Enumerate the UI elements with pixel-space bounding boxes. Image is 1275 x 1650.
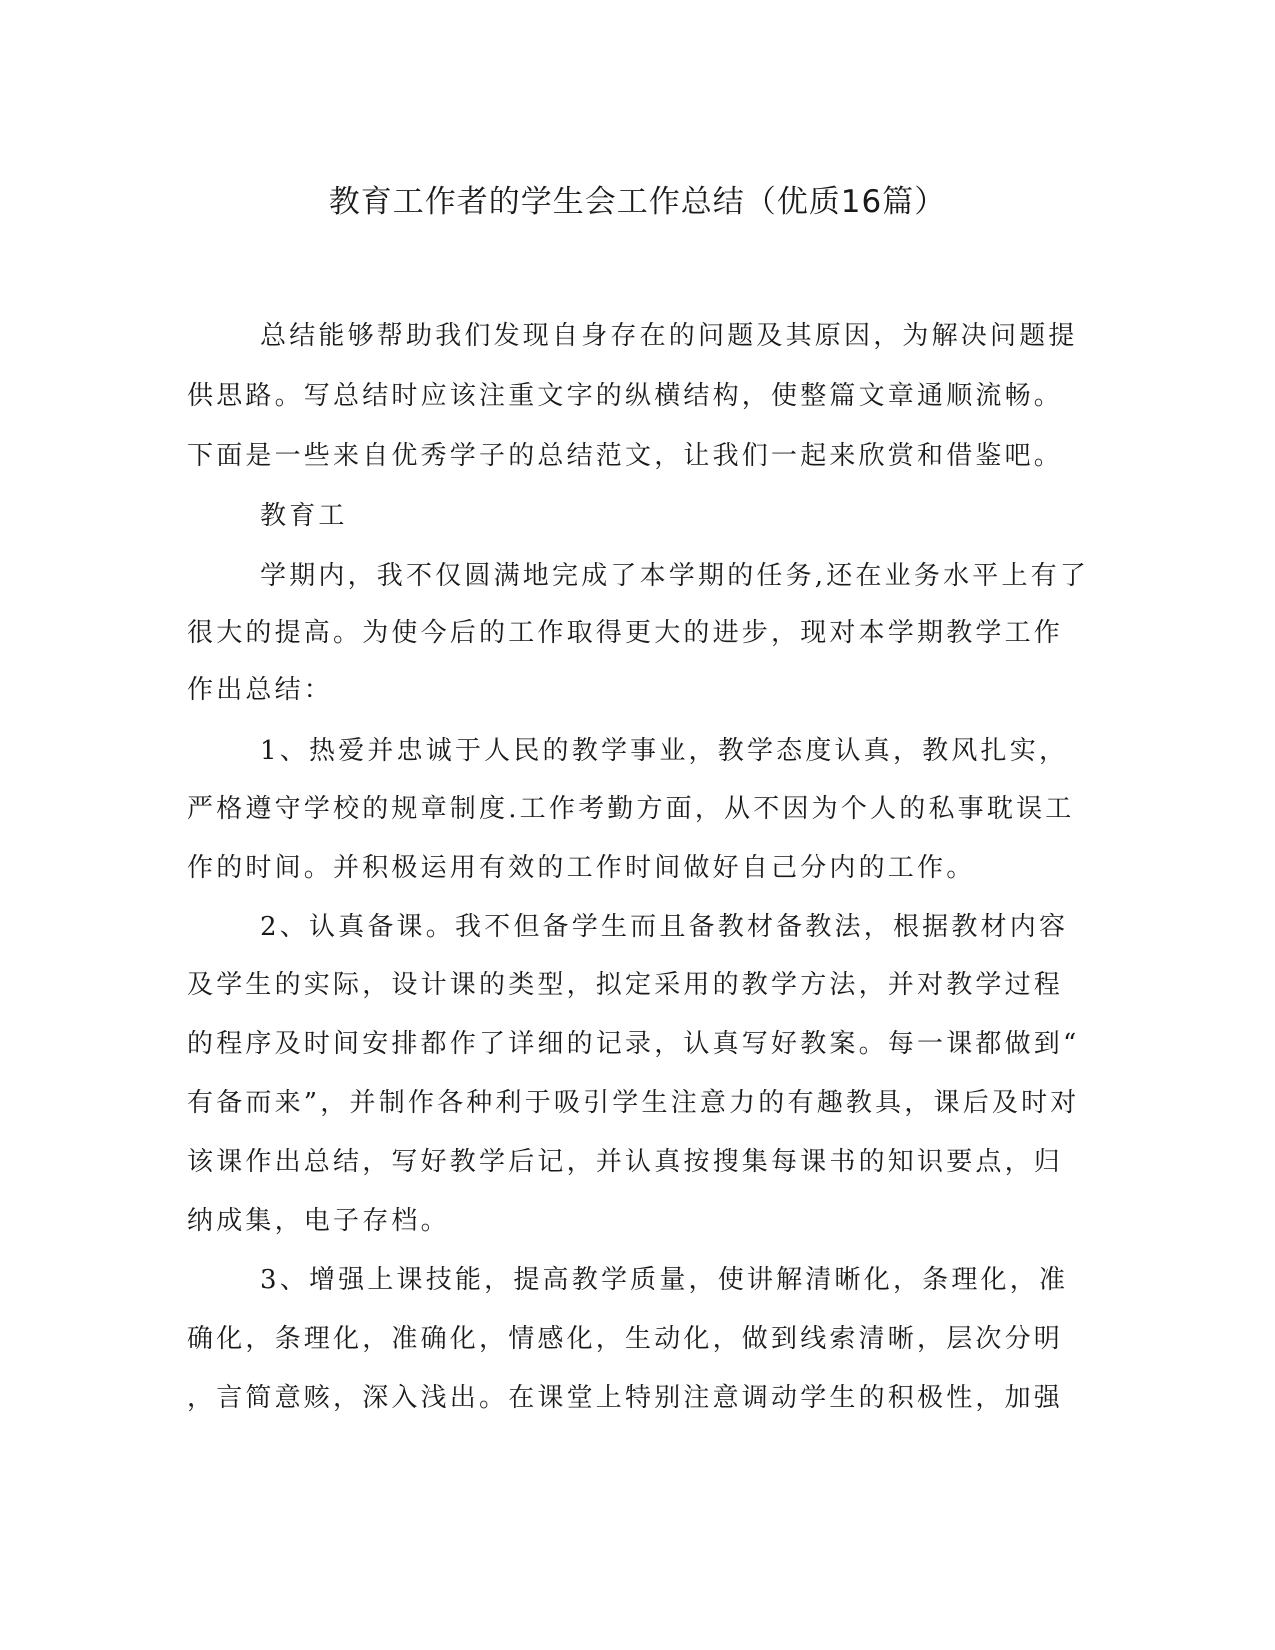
document-title: 教育工作者的学生会工作总结（优质16篇） — [328, 184, 947, 220]
body-line: 下面是一些来自优秀学子的总结范文，让我们一起来欣赏和借鉴吧。 — [187, 441, 1064, 471]
body-line: 1、热爱并忠诚于人民的教学事业，教学态度认真，教风扎实， — [260, 736, 1069, 766]
section-heading: 教育工 — [260, 501, 348, 531]
body-line: 作的时间。并积极运用有效的工作时间做好自己分内的工作。 — [187, 853, 976, 883]
body-line: 纳成集，电子存档。 — [187, 1206, 450, 1236]
body-line: 学期内，我不仅圆满地完成了本学期的任务,还在业务水平上有了 — [260, 561, 1090, 591]
body-line: 严格遵守学校的规章制度.工作考勤方面，从不因为个人的私事耽误工 — [187, 794, 1075, 824]
body-line: 供思路。写总结时应该注重文字的纵横结构，使整篇文章通顺流畅。 — [187, 381, 1064, 411]
body-line: 作出总结： — [187, 675, 334, 705]
body-line: 3、增强上课技能，提高教学质量，使讲解清晰化，条理化，准 — [260, 1265, 1069, 1295]
body-line: 该课作出总结，写好教学后记，并认真按搜集每课书的知识要点，归 — [187, 1147, 1064, 1177]
body-line: 及学生的实际，设计课的类型，拟定采用的教学方法，并对教学过程 — [187, 970, 1064, 1000]
body-line: 的程序及时间安排都作了详细的记录，认真写好教案。每一课都做到“ — [187, 1029, 1080, 1059]
body-line: 总结能够帮助我们发现自身存在的问题及其原因，为解决问题提 — [260, 321, 1078, 351]
body-line: 2、认真备课。我不但备学生而且备教材备教法，根据教材内容 — [260, 912, 1069, 942]
body-line: ，言简意赅，深入浅出。在课堂上特别注意调动学生的积极性，加强 — [187, 1383, 1064, 1413]
body-line: 很大的提高。为使今后的工作取得更大的进步，现对本学期教学工作 — [187, 618, 1064, 648]
body-line: 确化，条理化，准确化，情感化，生动化，做到线索清晰，层次分明 — [187, 1324, 1064, 1354]
body-line: 有备而来”，并制作各种利于吸引学生注意力的有趣教具，课后及时对 — [187, 1088, 1080, 1118]
